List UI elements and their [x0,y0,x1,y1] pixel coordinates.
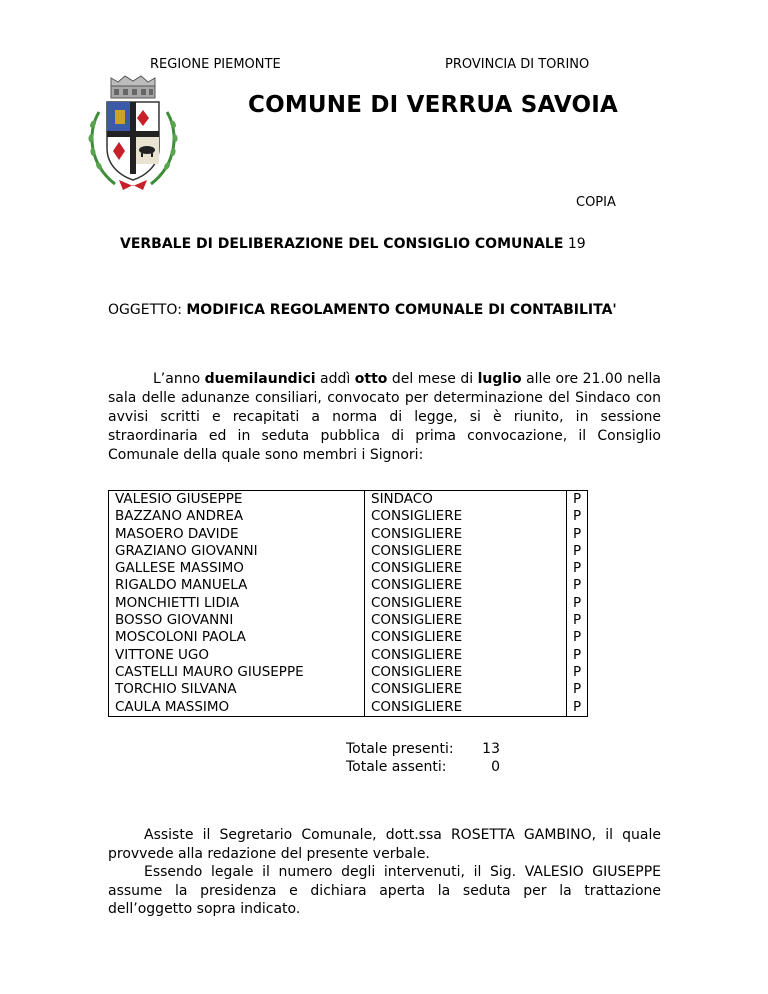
page-title: COMUNE DI VERRUA SAVOIA [248,92,619,118]
total-present-value: 13 [482,741,500,757]
intro-year: duemilaundici [204,371,316,387]
total-absent-label: Totale assenti: [346,759,447,775]
member-name: VALESIO GIUSEPPE [109,491,365,509]
member-role: CONSIGLIERE [365,526,567,543]
members-table [108,490,588,717]
closing-paragraph-2: Essendo legale il numero degli intervenuti, il Sig. VALESIO GIUSEPPE assume la presidenza e dichiara aperta la seduta per la trattazione dell’oggetto sopra indicato. [108,864,661,917]
intro-text-2: addì [320,371,351,387]
intro-day: otto [354,371,388,387]
member-role: CONSIGLIERE [365,629,567,646]
total-absent-value: 0 [491,759,500,775]
member-presence: P [567,629,588,646]
total-present-label: Totale presenti: [346,741,454,757]
table-row [109,612,588,629]
member-name: VITTONE UGO [109,647,365,664]
closing-paragraphs [108,826,661,919]
table-row [109,699,588,717]
member-role: CONSIGLIERE [365,681,567,698]
copy-label: COPIA [576,195,616,210]
total-absent-row [346,758,500,776]
crest-icon [85,72,181,194]
member-name: CAULA MASSIMO [109,699,365,717]
table-row [109,508,588,525]
subject-label: OGGETTO: [108,302,182,318]
table-row [109,491,588,509]
member-role: SINDACO [365,491,567,509]
region-label: REGIONE PIEMONTE [150,57,281,72]
table-row [109,681,588,698]
member-name: GRAZIANO GIOVANNI [109,543,365,560]
closing-paragraph-1: Assiste il Segretario Comunale, dott.ssa ROSETTA GAMBINO, il quale provvede alla redazione del presente verbale. [108,827,661,862]
member-name: TORCHIO SILVANA [109,681,365,698]
table-row [109,647,588,664]
member-name: MOSCOLONI PAOLA [109,629,365,646]
table-row [109,560,588,577]
member-role: CONSIGLIERE [365,543,567,560]
subject-text: MODIFICA REGOLAMENTO COMUNALE DI CONTABILITA' [186,302,617,318]
table-row [109,543,588,560]
member-role: CONSIGLIERE [365,508,567,525]
table-row [109,664,588,681]
province-label: PROVINCIA DI TORINO [445,57,590,72]
total-present-row [346,740,500,758]
member-role: CONSIGLIERE [365,612,567,629]
intro-paragraph [108,370,661,465]
member-presence: P [567,543,588,560]
member-presence: P [567,681,588,698]
member-name: RIGALDO MANUELA [109,577,365,594]
member-name: GALLESE MASSIMO [109,560,365,577]
member-name: MASOERO DAVIDE [109,526,365,543]
table-row [109,577,588,594]
verbale-label: VERBALE DI DELIBERAZIONE DEL CONSIGLIO COMUNALE [120,236,564,252]
intro-text-3: del mese di [391,371,474,387]
member-presence: P [567,491,588,509]
member-presence: P [567,560,588,577]
member-presence: P [567,699,588,717]
attendance-totals [346,740,500,776]
table-row [109,526,588,543]
member-name: CASTELLI MAURO GIUSEPPE [109,664,365,681]
member-name: MONCHIETTI LIDIA [109,595,365,612]
member-name: BAZZANO ANDREA [109,508,365,525]
member-role: CONSIGLIERE [365,577,567,594]
member-presence: P [567,664,588,681]
member-role: CONSIGLIERE [365,560,567,577]
table-row [109,629,588,646]
table-row [109,595,588,612]
municipal-crest [85,72,181,194]
verbale-number: 19 [567,236,586,252]
member-presence: P [567,612,588,629]
member-name: BOSSO GIOVANNI [109,612,365,629]
intro-text-1: L’anno [153,371,201,387]
member-role: CONSIGLIERE [365,699,567,717]
member-presence: P [567,595,588,612]
subject-line [108,302,617,318]
member-presence: P [567,526,588,543]
member-presence: P [567,577,588,594]
member-presence: P [567,508,588,525]
intro-text-4: alle ore 21.00 nella sala delle adunanze consiliari, convocato per determinazione del Sindaco con avvisi scritti e recapitati a norma di legge, si è riunito, in sessione straordinaria ed in seduta pubblica di prima convocazione, il Consiglio Comunale della quale sono membri i Signori: [108,371,661,463]
member-presence: P [567,647,588,664]
verbale-heading [120,236,586,252]
member-role: CONSIGLIERE [365,647,567,664]
member-role: CONSIGLIERE [365,664,567,681]
intro-month: luglio [477,371,522,387]
member-role: CONSIGLIERE [365,595,567,612]
